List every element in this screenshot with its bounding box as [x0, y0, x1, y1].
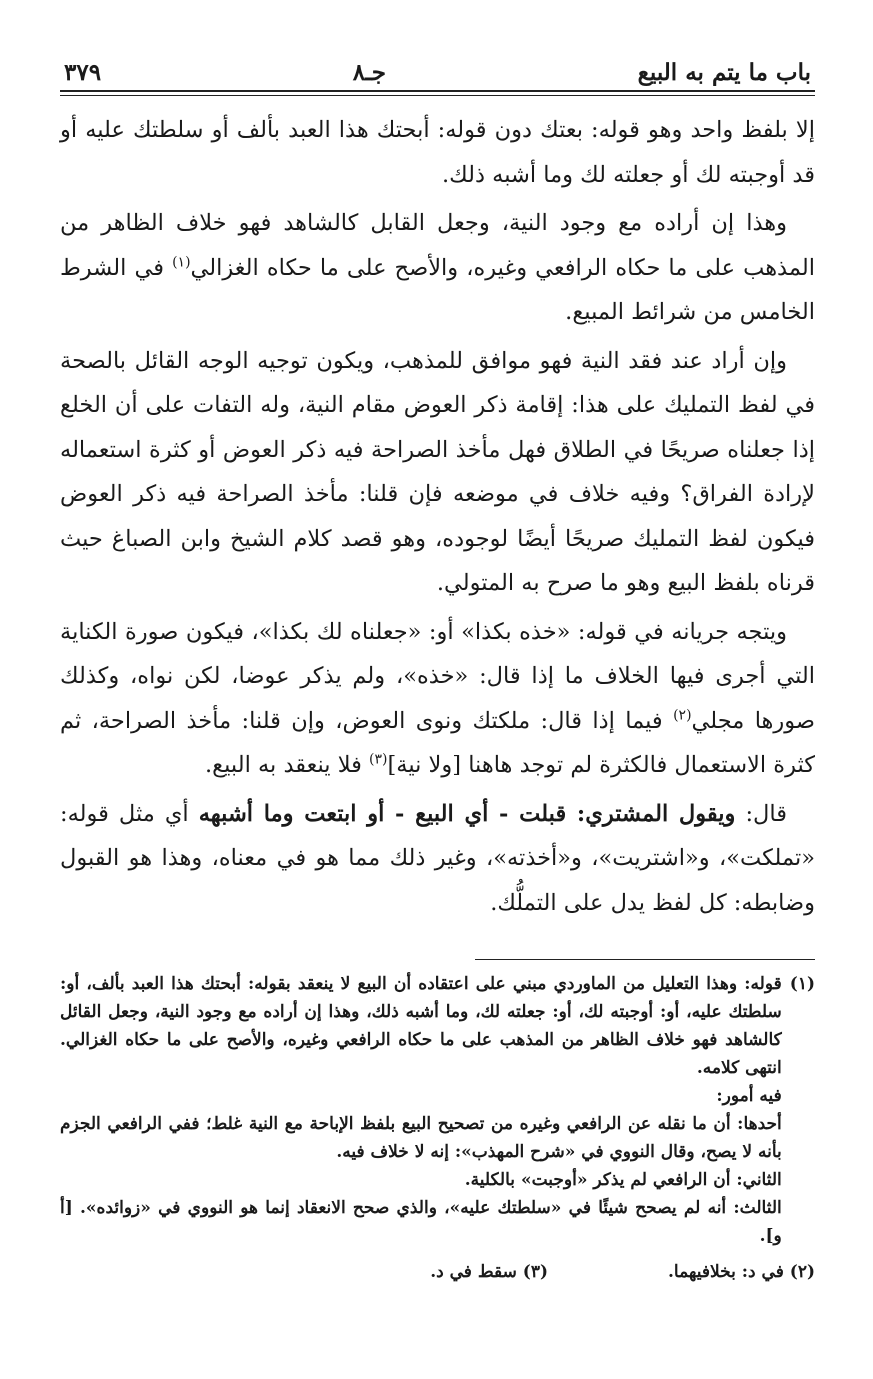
footnote-1 [60, 970, 815, 1250]
note-ref-1[interactable]: (١) [172, 254, 191, 270]
paragraph-5 [60, 792, 815, 926]
main-text [60, 108, 815, 925]
paragraph-2-text: وهذا إن أراده مع وجود النية، وجعل القابل كالشاهد فهو خلاف الظاهر من المذهب على ما حكاه الرافعي وغيره، والأصح على ما حكاه الغزالي [60, 210, 815, 281]
footnote-separator [475, 959, 815, 960]
footnote-1-line: الثالث: أنه لم يصحح شيئًا في «سلطتك عليه»، والذي صحح الانعقاد إنما هو النووي في «زوائده». [أ و]. [60, 1198, 782, 1246]
volume-number: جـ٨ [352, 59, 387, 86]
paragraph-4-text: ويتجه جريانه في قوله: «خذه بكذا» أو: «جعلناه لك بكذا»، فيكون صورة الكناية التي أجرى فيها الخلاف ما إذا قال: «خذه»، ولم يذكر عوضا، لكن نواه، وكذلك صورها مجلي [60, 618, 816, 734]
running-header [60, 40, 815, 86]
paragraph-1: إلا بلفظ واحد وهو قوله: بعتك دون قوله: أبحتك هذا العبد بألف أو سلطتك عليه أو قد أوجبته لك أو جعلته لك وما أشبه ذلك. [60, 117, 815, 188]
header-rule [60, 90, 815, 92]
footnote-1-line: فيه أمور: [716, 1086, 782, 1106]
footnote-2: (٢) في د: بخلافيهما. [668, 1262, 815, 1282]
paragraph-4-mid: فيما إذا قال: ملكتك ونوى العوض، وإن قلنا: مأخذ الصراحة، ثم كثرة الاستعمال فالكثرة لم توجد هاهنا [ولا نية] [60, 707, 815, 778]
paragraph-4 [60, 610, 815, 788]
footnote-3: (٣) سقط في د. [430, 1262, 548, 1282]
footnote-1-text [60, 970, 782, 1250]
paragraph-5-lead: قال: [735, 800, 787, 827]
note-ref-3[interactable]: (٣) [369, 751, 388, 768]
paragraph-5-text: أي مثل قوله: «تملكت»، و«اشتريت»، و«أخذته»، وغير ذلك مما هو في معناه، وهذا هو القبول وضابطه: كل لفظ يدل على التملُّك. [60, 800, 815, 916]
chapter-title: باب ما يتم به البيع [637, 59, 811, 86]
matn-quote: ويقول المشتري: قبلت - أي البيع - أو ابتعت وما أشبهه [198, 800, 736, 827]
paragraph-3: وإن أراد عند فقد النية فهو موافق للمذهب، ويكون توجيه الوجه القائل بالصحة في لفظ التمليك على هذا: إقامة ذكر العوض مقام النية، وله التفات على أن الخلع إذا جعلناه صريحًا في الطلاق فهل مأخذ الصراحة فيه ذكر العوض أو كثرة استعماله لإرادة الفراق؟ وفيه خلاف في موضعه فإن قلنا: مأخذ الصراحة فيه ذكر العوض فيكون لفظ التمليك صريحًا أيضًا لوجوده، وهو قصد كلام الشيخ وابن الصباغ حيث قرناه بلفظ البيع وهو ما صرح به المتولي. [60, 347, 815, 596]
paragraph-2-end: في الشرط الخامس من شرائط المبيع. [60, 254, 815, 325]
footnote-1-line: قوله: وهذا التعليل من الماوردي مبني على اعتقاده أن البيع لا ينعقد بقوله: أبحتك هذا العبد بألف، أو: سلطتك عليه، أو: أوجبته لك، أو: جعلته لك، وما أشبه ذلك، وهذا إن أراده مع وجود النية، وجعل القائل كالشاهد فهو خلاف الظاهر من المذهب على ما حكاه الرافعي وغيره، والأصح على ما حكاه الغزالي. انتهى كلامه. [60, 974, 782, 1078]
page-number: ٣٧٩ [64, 59, 102, 86]
header-rule-thin [60, 95, 815, 96]
paragraph-4-end: فلا ينعقد به البيع. [205, 752, 362, 778]
footnote-1-line: أحدها: أن ما نقله عن الرافعي وغيره من تصحيح البيع بلفظ الإباحة مع النية غلط؛ ففي الرافعي الجزم بأنه لا يصح، وقال النووي في «شرح المهذب»: إنه لا خلاف فيه. [60, 1114, 782, 1162]
paragraph-2 [60, 201, 815, 335]
page [60, 40, 815, 1286]
footnote-1-line: الثاني: أن الرافعي لم يذكر «أوجبت» بالكلية. [464, 1170, 782, 1190]
footnote-1-number: (١) [789, 974, 815, 994]
note-ref-2[interactable]: (٢) [673, 707, 692, 723]
footnotes-short-row [60, 1258, 815, 1286]
footnotes [60, 970, 815, 1286]
